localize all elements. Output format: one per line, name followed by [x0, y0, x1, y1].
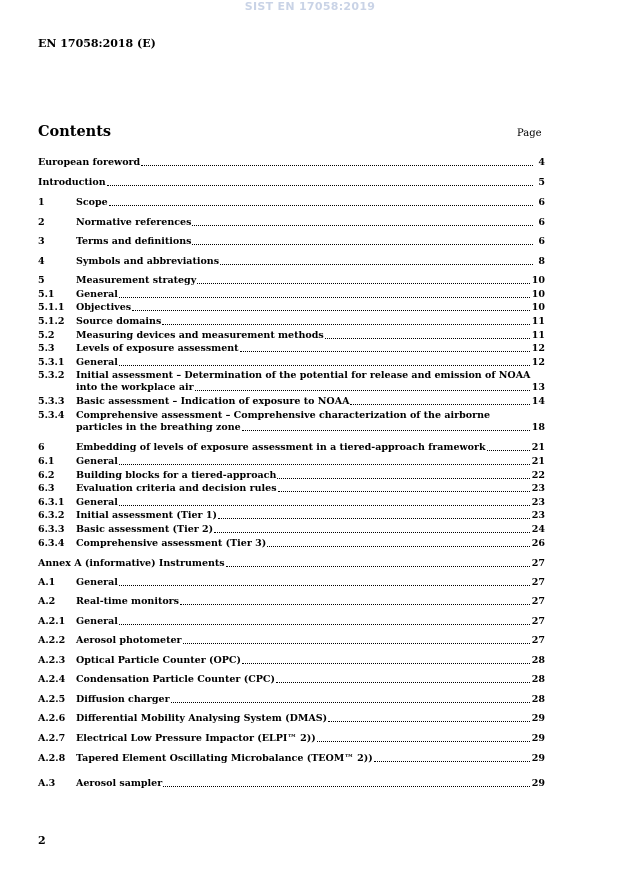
toc-entry[interactable]: [38, 497, 545, 509]
toc-entry-page: 11: [531, 316, 545, 327]
toc-entry[interactable]: [38, 694, 545, 706]
toc-leader-dots: [242, 430, 530, 431]
toc-entry[interactable]: [38, 442, 545, 454]
toc-leader-dots: [119, 585, 530, 586]
toc-leader-dots: [119, 624, 530, 625]
toc-entry-title: European foreword: [38, 157, 141, 168]
toc-entry[interactable]: [38, 778, 545, 790]
toc-entry-number: 5.3.4: [38, 410, 65, 421]
toc-entry-page: 5: [538, 177, 545, 188]
toc-entry-page: 27: [531, 635, 545, 646]
toc-entry-title: Building blocks for a tiered-approach: [76, 470, 277, 481]
toc-entry[interactable]: [38, 256, 545, 268]
toc-entry-page: 27: [531, 596, 545, 607]
toc-entry-title: Aerosol photometer: [76, 635, 182, 646]
toc-entry-title: Initial assessment (Tier 1): [76, 510, 217, 521]
toc-entry-number: A.2.8: [38, 753, 66, 764]
toc-entry-page: 21: [531, 456, 545, 467]
toc-entry-number: 6.3.4: [38, 538, 65, 549]
toc-leader-dots: [487, 450, 530, 451]
toc-entry-number: 3: [38, 236, 45, 247]
toc-entry-title: General: [76, 289, 118, 300]
toc-entry[interactable]: [38, 635, 545, 647]
toc-entry-page: 21: [531, 442, 545, 453]
toc-leader-dots: [162, 324, 529, 325]
toc-entry-number: A.2.1: [38, 616, 66, 627]
contents-heading: Contents: [38, 123, 112, 140]
toc-leader-dots: [180, 604, 530, 605]
toc-leader-dots: [276, 682, 530, 683]
toc-entry-title: Symbols and abbreviations: [76, 256, 220, 267]
toc-entry-page: 13: [531, 382, 545, 393]
toc-entry-page: 10: [531, 289, 545, 300]
toc-entry-number: 6.1: [38, 456, 55, 467]
toc-entry-title: Condensation Particle Counter (CPC): [76, 674, 275, 685]
toc-entry[interactable]: [38, 577, 545, 589]
toc-entry-title: Basic assessment – Indication of exposure to NOAA: [76, 396, 350, 407]
watermark: SIST EN 17058:2019: [244, 0, 376, 13]
toc-leader-dots: [220, 264, 533, 265]
toc-entry-number: A.2: [38, 596, 56, 607]
toc-entry-title: Embedding of levels of exposure assessment in a tiered-approach framework: [76, 442, 486, 453]
toc-entry[interactable]: [38, 217, 545, 229]
toc-entry-page: 29: [531, 733, 545, 744]
toc-entry-page: 10: [531, 275, 545, 286]
toc-entry-page: 4: [538, 157, 545, 168]
toc-leader-dots: [226, 566, 530, 567]
toc-leader-dots: [183, 643, 530, 644]
toc-leader-dots: [277, 478, 529, 479]
toc-entry-title: General: [76, 497, 118, 508]
toc-entry-page: 6: [538, 217, 545, 228]
toc-entry-number: 6: [38, 442, 45, 453]
toc-leader-dots: [317, 741, 530, 742]
toc-entry-page: 12: [531, 357, 545, 368]
document-id: EN 17058:2018 (E): [38, 37, 156, 50]
toc-entry-page: 26: [531, 538, 545, 549]
toc-entry[interactable]: [38, 157, 545, 169]
toc-entry-page: 14: [531, 396, 545, 407]
toc-entry[interactable]: [38, 733, 545, 745]
toc-entry-title: Electrical Low Pressure Impactor (ELPI™ 2)): [76, 733, 316, 744]
toc-entry-number: 4: [38, 256, 45, 267]
toc-entry[interactable]: [38, 330, 545, 342]
toc-entry-number: 5.3.1: [38, 357, 65, 368]
toc-leader-dots: [350, 404, 529, 405]
toc-entry[interactable]: [38, 674, 545, 686]
toc-entry-title-continued: into the workplace air: [76, 382, 194, 393]
toc-leader-dots: [192, 225, 533, 226]
toc-entry-title: Levels of exposure assessment: [76, 343, 239, 354]
toc-entry-number: 2: [38, 217, 45, 228]
toc-leader-dots: [132, 310, 530, 311]
toc-entry-title: Basic assessment (Tier 2): [76, 524, 214, 535]
toc-entry-title: Differential Mobility Analysing System (DMAS): [76, 713, 328, 724]
toc-entry[interactable]: [38, 470, 545, 482]
toc-leader-dots: [218, 518, 530, 519]
toc-entry-title: General: [76, 616, 118, 627]
toc-entry-number: 5.3: [38, 343, 55, 354]
toc-entry[interactable]: [38, 456, 545, 468]
toc-entry-title: Comprehensive assessment – Comprehensive characterization of the airborne: [76, 410, 491, 421]
toc-entry[interactable]: [38, 483, 545, 495]
toc-entry-number: 5.1.2: [38, 316, 65, 327]
toc-leader-dots: [374, 761, 530, 762]
toc-leader-dots: [278, 491, 530, 492]
toc-entry[interactable]: [38, 357, 545, 369]
page-column-label: Page: [517, 128, 542, 139]
toc-leader-dots: [197, 283, 530, 284]
toc-entry-number: 5.1: [38, 289, 55, 300]
toc-leader-dots: [192, 244, 533, 245]
toc-entry-page: 29: [531, 713, 545, 724]
toc-entry-number: A.2.5: [38, 694, 66, 705]
footer-page-number: 2: [38, 834, 46, 847]
toc-entry[interactable]: [38, 655, 545, 667]
toc-entry-page: 18: [531, 422, 545, 433]
toc-entry-number: A.2.3: [38, 655, 66, 666]
toc-entry-number: 5.3.3: [38, 396, 65, 407]
toc-leader-dots: [163, 786, 530, 787]
toc-entry-page: 28: [531, 674, 545, 685]
toc-entry[interactable]: [38, 275, 545, 287]
toc-entry-title: Scope: [76, 197, 108, 208]
toc-entry[interactable]: [38, 289, 545, 301]
toc-entry-page: 27: [531, 577, 545, 588]
toc-entry[interactable]: [38, 538, 545, 550]
toc-entry-number: 5: [38, 275, 45, 286]
toc-entry-title: Optical Particle Counter (OPC): [76, 655, 241, 666]
toc-leader-dots: [240, 351, 530, 352]
toc-entry[interactable]: [38, 410, 545, 434]
toc-entry-page: 29: [531, 778, 545, 789]
toc-leader-dots: [214, 532, 530, 533]
toc-entry-number: A.2.2: [38, 635, 66, 646]
toc-entry-number: 6.3: [38, 483, 55, 494]
toc-entry-number: 6.3.2: [38, 510, 65, 521]
toc-entry-number: A.2.6: [38, 713, 66, 724]
toc-entry-title: Annex A (informative) Instruments: [38, 558, 225, 569]
toc-entry-title: General: [76, 456, 118, 467]
toc-entry[interactable]: [38, 197, 545, 209]
toc-entry-number: 6.2: [38, 470, 55, 481]
toc-entry-page: 23: [531, 483, 545, 494]
toc-leader-dots: [141, 165, 533, 166]
toc-entry-page: 12: [531, 343, 545, 354]
toc-entry-page: 27: [531, 558, 545, 569]
toc-leader-dots: [171, 702, 530, 703]
toc-entry-title: General: [76, 357, 118, 368]
toc-entry[interactable]: [38, 596, 545, 608]
toc-entry-title: General: [76, 577, 118, 588]
toc-entry-title: Evaluation criteria and decision rules: [76, 483, 277, 494]
toc-entry[interactable]: [38, 753, 545, 765]
toc-entry-page: 28: [531, 655, 545, 666]
toc-leader-dots: [119, 297, 530, 298]
toc-leader-dots: [195, 390, 530, 391]
toc-entry[interactable]: [38, 558, 545, 570]
toc-entry-page: 10: [531, 302, 545, 313]
toc-entry-number: 6.3.1: [38, 497, 65, 508]
toc-entry-title: Terms and definitions: [76, 236, 192, 247]
toc-entry-page: 6: [538, 197, 545, 208]
toc-entry[interactable]: [38, 713, 545, 725]
toc-leader-dots: [242, 663, 530, 664]
toc-entry-number: A.3: [38, 778, 56, 789]
toc-entry-title: Diffusion charger: [76, 694, 170, 705]
toc-entry-title-continued: particles in the breathing zone: [76, 422, 241, 433]
toc-entry-page: 8: [538, 256, 545, 267]
toc-entry-number: 5.2: [38, 330, 55, 341]
toc-entry[interactable]: [38, 370, 545, 394]
toc-entry-title: Real-time monitors: [76, 596, 180, 607]
toc-entry-page: 23: [531, 497, 545, 508]
toc-entry-page: 29: [531, 753, 545, 764]
toc-entry-title: Objectives: [76, 302, 132, 313]
toc-entry[interactable]: [38, 396, 545, 408]
toc-entry[interactable]: [38, 616, 545, 628]
toc-entry[interactable]: [38, 177, 545, 189]
toc-entry-number: 1: [38, 197, 45, 208]
toc-entry-page: 22: [531, 470, 545, 481]
toc-entry-title: Tapered Element Oscillating Microbalance (TEOM™ 2)): [76, 753, 373, 764]
toc-entry-number: 5.3.2: [38, 370, 65, 381]
toc-entry-title: Comprehensive assessment (Tier 3): [76, 538, 267, 549]
toc-entry[interactable]: [38, 343, 545, 355]
toc-entry-title: Aerosol sampler: [76, 778, 163, 789]
toc-entry-page: 6: [538, 236, 545, 247]
toc-entry-page: 23: [531, 510, 545, 521]
toc-entry-number: 6.3.3: [38, 524, 65, 535]
toc-entry-title: Source domains: [76, 316, 162, 327]
toc-entry[interactable]: [38, 236, 545, 248]
toc-entry-page: 27: [531, 616, 545, 627]
toc-entry-title: Measurement strategy: [76, 275, 197, 286]
toc-leader-dots: [267, 546, 530, 547]
toc-leader-dots: [119, 365, 530, 366]
toc-leader-dots: [107, 185, 533, 186]
toc-entry[interactable]: [38, 510, 545, 522]
toc-entry-page: 11: [531, 330, 545, 341]
toc-leader-dots: [119, 505, 530, 506]
toc-entry[interactable]: [38, 316, 545, 328]
toc-leader-dots: [325, 338, 530, 339]
toc-entry-number: A.1: [38, 577, 56, 588]
toc-entry-title: Introduction: [38, 177, 106, 188]
toc-entry-number: 5.1.1: [38, 302, 65, 313]
toc-entry-number: A.2.4: [38, 674, 66, 685]
toc-entry-title: Initial assessment – Determination of the potential for release and emission of NOAA: [76, 370, 531, 381]
toc-entry-page: 24: [531, 524, 545, 535]
toc-leader-dots: [109, 205, 533, 206]
toc-entry-number: A.2.7: [38, 733, 66, 744]
toc-entry-title: Measuring devices and measurement methods: [76, 330, 324, 341]
toc-entry-page: 28: [531, 694, 545, 705]
toc-entry[interactable]: [38, 524, 545, 536]
toc-entry[interactable]: [38, 302, 545, 314]
toc-entry-title: Normative references: [76, 217, 192, 228]
toc-leader-dots: [119, 464, 530, 465]
toc-leader-dots: [328, 721, 530, 722]
